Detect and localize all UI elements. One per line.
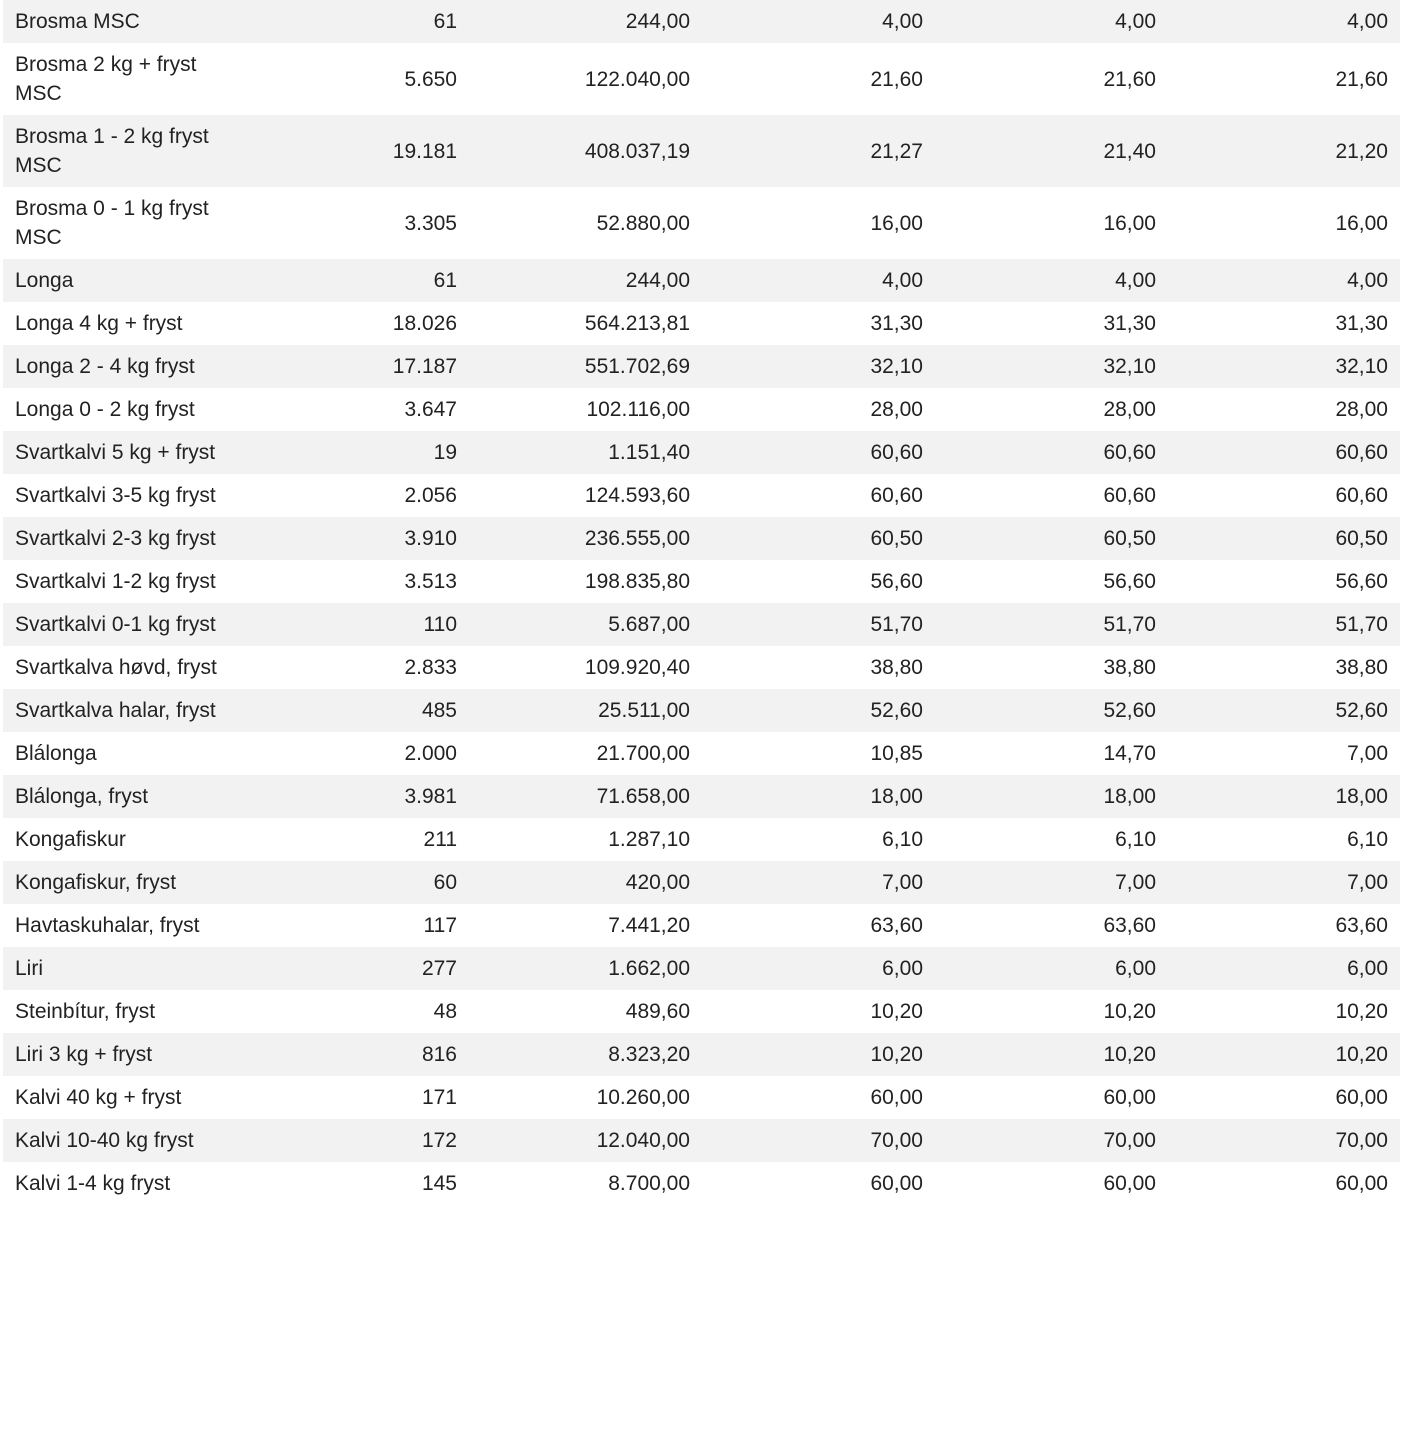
- table-row: [3, 0, 1400, 43]
- product-name-cell: Kalvi 40 kg + fryst: [3, 1076, 239, 1119]
- product-name-cell: Kalvi 10-40 kg fryst: [3, 1119, 239, 1162]
- average-price-cell: 7,00: [702, 861, 935, 904]
- product-name-cell: Longa 2 - 4 kg fryst: [3, 345, 239, 388]
- average-price-cell: 6,00: [702, 947, 935, 990]
- average-price-cell: 70,00: [702, 1119, 935, 1162]
- highest-price-cell: 31,30: [935, 302, 1168, 345]
- average-price-cell: 18,00: [702, 775, 935, 818]
- table-body: [3, 0, 1400, 1205]
- lowest-price-cell: 60,00: [1168, 1162, 1400, 1205]
- product-name-cell: Longa 0 - 2 kg fryst: [3, 388, 239, 431]
- quantity-cell: 19: [239, 431, 469, 474]
- quantity-cell: 3.910: [239, 517, 469, 560]
- total-value-cell: 1.662,00: [469, 947, 702, 990]
- lowest-price-cell: 4,00: [1168, 259, 1400, 302]
- product-name-cell: Liri 3 kg + fryst: [3, 1033, 239, 1076]
- total-value-cell: 21.700,00: [469, 732, 702, 775]
- highest-price-cell: 63,60: [935, 904, 1168, 947]
- table-row: [3, 861, 1400, 904]
- quantity-cell: 110: [239, 603, 469, 646]
- average-price-cell: 32,10: [702, 345, 935, 388]
- average-price-cell: 63,60: [702, 904, 935, 947]
- lowest-price-cell: 21,60: [1168, 43, 1400, 115]
- quantity-cell: 61: [239, 0, 469, 43]
- table-row: [3, 431, 1400, 474]
- quantity-cell: 171: [239, 1076, 469, 1119]
- total-value-cell: 420,00: [469, 861, 702, 904]
- product-name-cell: Brosma 1 - 2 kg fryst MSC: [3, 115, 239, 187]
- total-value-cell: 10.260,00: [469, 1076, 702, 1119]
- lowest-price-cell: 10,20: [1168, 990, 1400, 1033]
- highest-price-cell: 21,40: [935, 115, 1168, 187]
- product-name-cell: Kalvi 1-4 kg fryst: [3, 1162, 239, 1205]
- lowest-price-cell: 4,00: [1168, 0, 1400, 43]
- total-value-cell: 1.151,40: [469, 431, 702, 474]
- highest-price-cell: 60,60: [935, 431, 1168, 474]
- lowest-price-cell: 7,00: [1168, 861, 1400, 904]
- average-price-cell: 52,60: [702, 689, 935, 732]
- total-value-cell: 408.037,19: [469, 115, 702, 187]
- lowest-price-cell: 60,60: [1168, 431, 1400, 474]
- lowest-price-cell: 60,50: [1168, 517, 1400, 560]
- product-name-cell: Longa 4 kg + fryst: [3, 302, 239, 345]
- product-name-cell: Steinbítur, fryst: [3, 990, 239, 1033]
- average-price-cell: 38,80: [702, 646, 935, 689]
- total-value-cell: 122.040,00: [469, 43, 702, 115]
- average-price-cell: 21,60: [702, 43, 935, 115]
- table-row: [3, 517, 1400, 560]
- table-row: [3, 187, 1400, 259]
- quantity-cell: 117: [239, 904, 469, 947]
- product-name-cell: Kongafiskur: [3, 818, 239, 861]
- quantity-cell: 5.650: [239, 43, 469, 115]
- table-row: [3, 388, 1400, 431]
- product-name-cell: Blálonga, fryst: [3, 775, 239, 818]
- table-row: [3, 689, 1400, 732]
- average-price-cell: 60,60: [702, 474, 935, 517]
- highest-price-cell: 6,00: [935, 947, 1168, 990]
- highest-price-cell: 21,60: [935, 43, 1168, 115]
- quantity-cell: 61: [239, 259, 469, 302]
- product-name-cell: Brosma 2 kg + fryst MSC: [3, 43, 239, 115]
- total-value-cell: 489,60: [469, 990, 702, 1033]
- table-row: [3, 646, 1400, 689]
- quantity-cell: 145: [239, 1162, 469, 1205]
- table-row: [3, 43, 1400, 115]
- total-value-cell: 1.287,10: [469, 818, 702, 861]
- average-price-cell: 60,00: [702, 1076, 935, 1119]
- total-value-cell: 244,00: [469, 259, 702, 302]
- highest-price-cell: 32,10: [935, 345, 1168, 388]
- lowest-price-cell: 21,20: [1168, 115, 1400, 187]
- lowest-price-cell: 51,70: [1168, 603, 1400, 646]
- quantity-cell: 2.000: [239, 732, 469, 775]
- highest-price-cell: 60,60: [935, 474, 1168, 517]
- table-row: [3, 259, 1400, 302]
- quantity-cell: 48: [239, 990, 469, 1033]
- total-value-cell: 71.658,00: [469, 775, 702, 818]
- average-price-cell: 60,60: [702, 431, 935, 474]
- lowest-price-cell: 60,60: [1168, 474, 1400, 517]
- table-row: [3, 732, 1400, 775]
- total-value-cell: 244,00: [469, 0, 702, 43]
- table-row: [3, 990, 1400, 1033]
- quantity-cell: 816: [239, 1033, 469, 1076]
- lowest-price-cell: 56,60: [1168, 560, 1400, 603]
- average-price-cell: 60,00: [702, 1162, 935, 1205]
- table-row: [3, 1033, 1400, 1076]
- product-name-cell: Brosma 0 - 1 kg fryst MSC: [3, 187, 239, 259]
- lowest-price-cell: 6,00: [1168, 947, 1400, 990]
- quantity-cell: 172: [239, 1119, 469, 1162]
- table-row: [3, 947, 1400, 990]
- quantity-cell: 485: [239, 689, 469, 732]
- highest-price-cell: 10,20: [935, 990, 1168, 1033]
- highest-price-cell: 7,00: [935, 861, 1168, 904]
- table-row: [3, 345, 1400, 388]
- highest-price-cell: 4,00: [935, 259, 1168, 302]
- average-price-cell: 4,00: [702, 0, 935, 43]
- highest-price-cell: 60,00: [935, 1076, 1168, 1119]
- lowest-price-cell: 63,60: [1168, 904, 1400, 947]
- average-price-cell: 6,10: [702, 818, 935, 861]
- lowest-price-cell: 7,00: [1168, 732, 1400, 775]
- total-value-cell: 7.441,20: [469, 904, 702, 947]
- product-name-cell: Svartkalva høvd, fryst: [3, 646, 239, 689]
- table-row: [3, 474, 1400, 517]
- product-name-cell: Svartkalvi 3-5 kg fryst: [3, 474, 239, 517]
- total-value-cell: 564.213,81: [469, 302, 702, 345]
- table-row: [3, 1076, 1400, 1119]
- quantity-cell: 18.026: [239, 302, 469, 345]
- total-value-cell: 25.511,00: [469, 689, 702, 732]
- total-value-cell: 8.323,20: [469, 1033, 702, 1076]
- lowest-price-cell: 70,00: [1168, 1119, 1400, 1162]
- lowest-price-cell: 31,30: [1168, 302, 1400, 345]
- product-name-cell: Brosma MSC: [3, 0, 239, 43]
- lowest-price-cell: 38,80: [1168, 646, 1400, 689]
- total-value-cell: 124.593,60: [469, 474, 702, 517]
- highest-price-cell: 28,00: [935, 388, 1168, 431]
- total-value-cell: 198.835,80: [469, 560, 702, 603]
- lowest-price-cell: 6,10: [1168, 818, 1400, 861]
- product-name-cell: Kongafiskur, fryst: [3, 861, 239, 904]
- lowest-price-cell: 10,20: [1168, 1033, 1400, 1076]
- lowest-price-cell: 28,00: [1168, 388, 1400, 431]
- quantity-cell: 3.513: [239, 560, 469, 603]
- quantity-cell: 60: [239, 861, 469, 904]
- highest-price-cell: 70,00: [935, 1119, 1168, 1162]
- quantity-cell: 2.833: [239, 646, 469, 689]
- product-name-cell: Svartkalva halar, fryst: [3, 689, 239, 732]
- quantity-cell: 3.305: [239, 187, 469, 259]
- average-price-cell: 28,00: [702, 388, 935, 431]
- table-row: [3, 775, 1400, 818]
- total-value-cell: 236.555,00: [469, 517, 702, 560]
- quantity-cell: 3.647: [239, 388, 469, 431]
- table-row: [3, 560, 1400, 603]
- table-row: [3, 603, 1400, 646]
- highest-price-cell: 14,70: [935, 732, 1168, 775]
- quantity-cell: 3.981: [239, 775, 469, 818]
- highest-price-cell: 10,20: [935, 1033, 1168, 1076]
- highest-price-cell: 16,00: [935, 187, 1168, 259]
- highest-price-cell: 18,00: [935, 775, 1168, 818]
- total-value-cell: 8.700,00: [469, 1162, 702, 1205]
- average-price-cell: 10,20: [702, 990, 935, 1033]
- average-price-cell: 51,70: [702, 603, 935, 646]
- highest-price-cell: 60,50: [935, 517, 1168, 560]
- lowest-price-cell: 16,00: [1168, 187, 1400, 259]
- table-row: [3, 1119, 1400, 1162]
- price-table: [3, 0, 1400, 1205]
- table-row: [3, 115, 1400, 187]
- average-price-cell: 31,30: [702, 302, 935, 345]
- average-price-cell: 16,00: [702, 187, 935, 259]
- product-name-cell: Svartkalvi 5 kg + fryst: [3, 431, 239, 474]
- average-price-cell: 10,20: [702, 1033, 935, 1076]
- product-name-cell: Havtaskuhalar, fryst: [3, 904, 239, 947]
- quantity-cell: 211: [239, 818, 469, 861]
- highest-price-cell: 52,60: [935, 689, 1168, 732]
- table-row: [3, 818, 1400, 861]
- lowest-price-cell: 60,00: [1168, 1076, 1400, 1119]
- quantity-cell: 2.056: [239, 474, 469, 517]
- table-row: [3, 302, 1400, 345]
- highest-price-cell: 6,10: [935, 818, 1168, 861]
- lowest-price-cell: 52,60: [1168, 689, 1400, 732]
- quantity-cell: 17.187: [239, 345, 469, 388]
- average-price-cell: 4,00: [702, 259, 935, 302]
- total-value-cell: 5.687,00: [469, 603, 702, 646]
- lowest-price-cell: 32,10: [1168, 345, 1400, 388]
- product-name-cell: Svartkalvi 2-3 kg fryst: [3, 517, 239, 560]
- table-row: [3, 1162, 1400, 1205]
- total-value-cell: 12.040,00: [469, 1119, 702, 1162]
- highest-price-cell: 38,80: [935, 646, 1168, 689]
- product-name-cell: Longa: [3, 259, 239, 302]
- table-row: [3, 904, 1400, 947]
- product-name-cell: Blálonga: [3, 732, 239, 775]
- highest-price-cell: 56,60: [935, 560, 1168, 603]
- quantity-cell: 277: [239, 947, 469, 990]
- quantity-cell: 19.181: [239, 115, 469, 187]
- total-value-cell: 52.880,00: [469, 187, 702, 259]
- total-value-cell: 551.702,69: [469, 345, 702, 388]
- highest-price-cell: 4,00: [935, 0, 1168, 43]
- average-price-cell: 60,50: [702, 517, 935, 560]
- product-name-cell: Svartkalvi 0-1 kg fryst: [3, 603, 239, 646]
- total-value-cell: 102.116,00: [469, 388, 702, 431]
- average-price-cell: 56,60: [702, 560, 935, 603]
- lowest-price-cell: 18,00: [1168, 775, 1400, 818]
- average-price-cell: 21,27: [702, 115, 935, 187]
- product-name-cell: Liri: [3, 947, 239, 990]
- highest-price-cell: 51,70: [935, 603, 1168, 646]
- total-value-cell: 109.920,40: [469, 646, 702, 689]
- highest-price-cell: 60,00: [935, 1162, 1168, 1205]
- product-name-cell: Svartkalvi 1-2 kg fryst: [3, 560, 239, 603]
- average-price-cell: 10,85: [702, 732, 935, 775]
